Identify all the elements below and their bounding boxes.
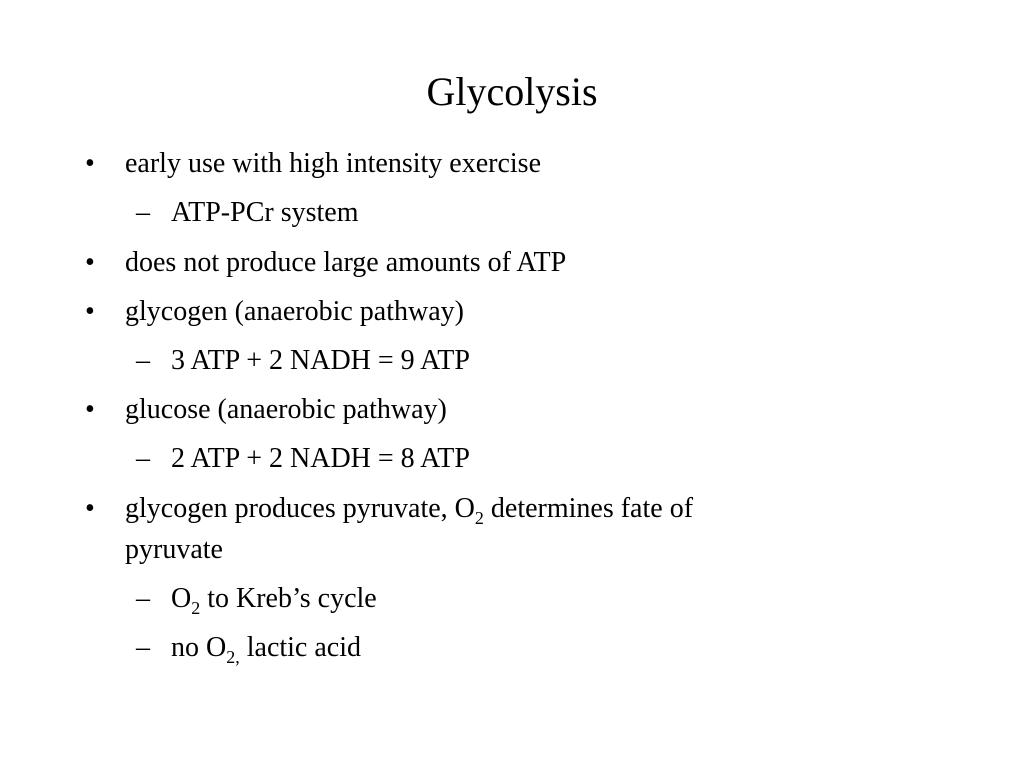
text-segment: O xyxy=(171,583,192,614)
bullet-item-atp-amounts: does not produce large amounts of ATP xyxy=(125,247,567,278)
bullet-item-pyruvate xyxy=(125,492,693,526)
text-segment: lactic acid xyxy=(239,632,361,663)
sub-item-glucose-atp: 2 ATP + 2 NADH = 8 ATP xyxy=(171,443,470,474)
bullet-marker: • xyxy=(85,394,95,425)
subscript: 2 xyxy=(474,508,484,528)
bullet-item-glucose: glucose (anaerobic pathway) xyxy=(125,394,447,425)
bullet-item-early-use: early use with high intensity exercise xyxy=(125,148,541,179)
bullet-item-pyruvate-continuation: pyruvate xyxy=(125,534,223,565)
dash-marker: – xyxy=(136,345,150,376)
text-segment: determines fate of xyxy=(483,493,694,524)
subscript: 2 xyxy=(191,598,201,618)
sub-item-glycogen-atp: 3 ATP + 2 NADH = 9 ATP xyxy=(171,345,470,376)
sub-item-krebs-cycle xyxy=(171,582,377,616)
text-segment: glycogen produces pyruvate, O xyxy=(125,493,475,524)
dash-marker: – xyxy=(136,583,150,614)
dash-marker: – xyxy=(136,197,150,228)
dash-marker: – xyxy=(136,443,150,474)
bullet-marker: • xyxy=(85,247,95,278)
text-segment: no O xyxy=(171,632,227,663)
bullet-item-glycogen: glycogen (anaerobic pathway) xyxy=(125,296,464,327)
bullet-marker: • xyxy=(85,148,95,179)
slide-title: Glycolysis xyxy=(426,69,598,114)
subscript: 2, xyxy=(226,647,240,667)
sub-item-lactic-acid xyxy=(171,631,361,665)
dash-marker: – xyxy=(136,632,150,663)
sub-item-atp-pcr: ATP-PCr system xyxy=(171,197,359,228)
bullet-marker: • xyxy=(85,493,95,524)
bullet-marker: • xyxy=(85,296,95,327)
text-segment: to Kreb’s cycle xyxy=(200,583,377,614)
